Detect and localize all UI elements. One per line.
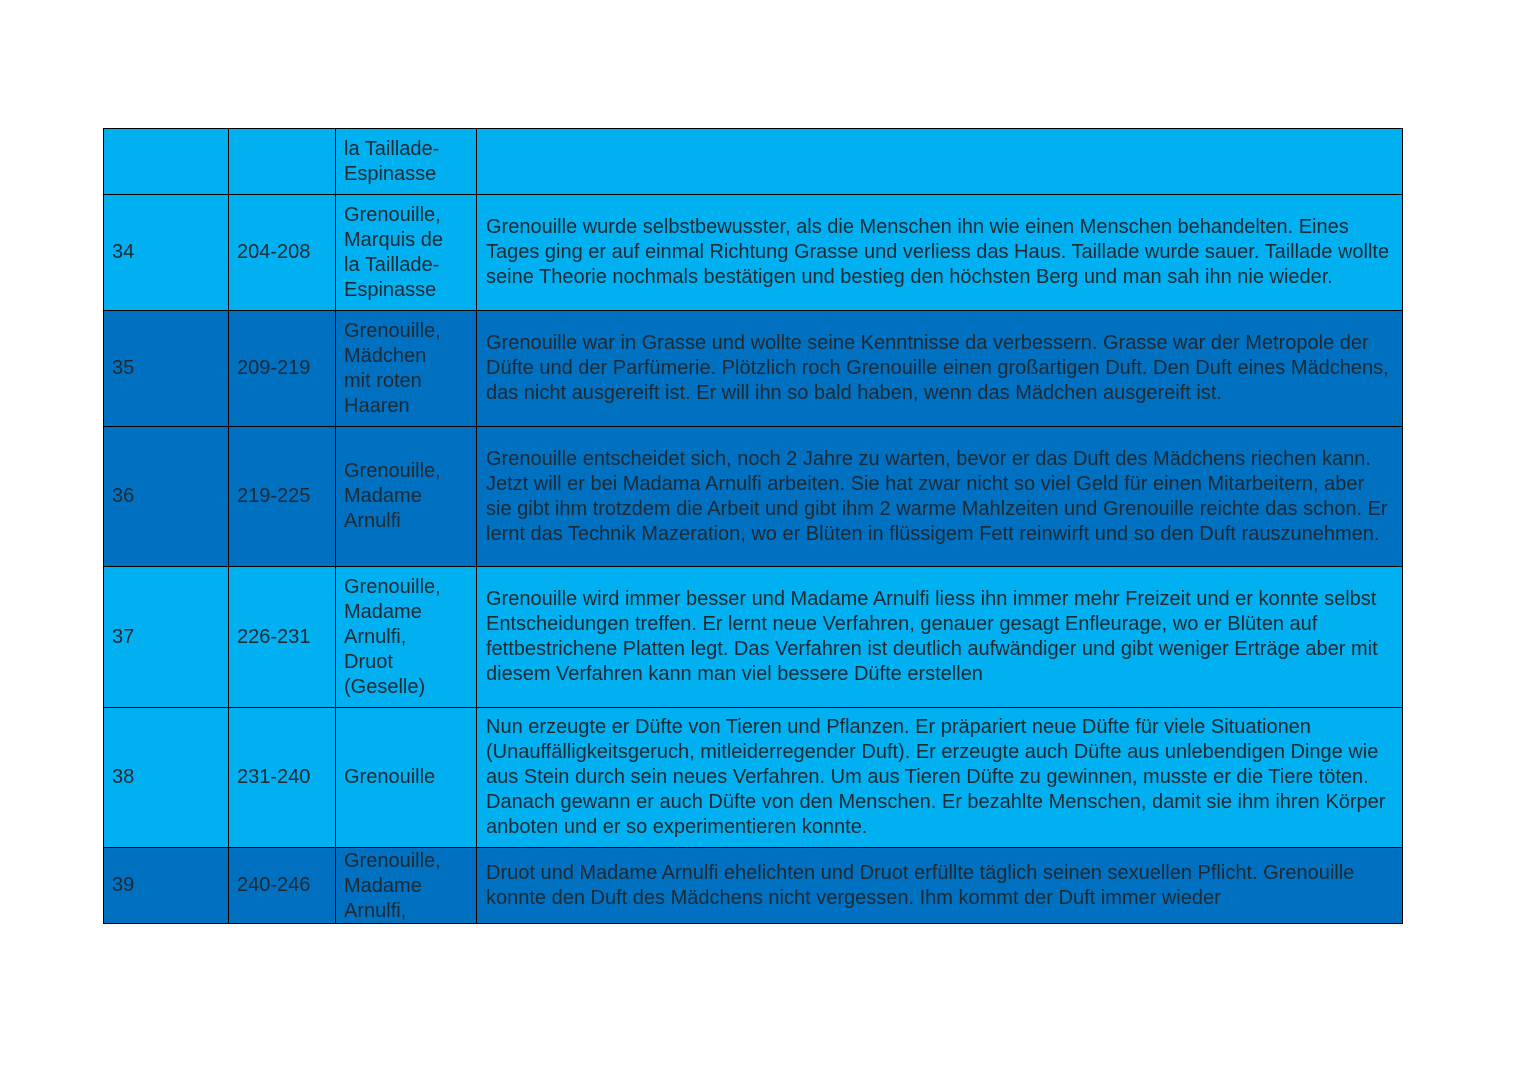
character-line: mit roten [344, 369, 422, 392]
character-line: Mädchen [344, 344, 427, 367]
chapter-cell: 34 [104, 195, 229, 311]
table-row [104, 311, 1403, 427]
character-line: Haaren [344, 394, 410, 417]
summary-cell [477, 129, 1403, 195]
character-line: (Geselle) [344, 675, 426, 698]
character-line: Arnulfi [344, 510, 401, 532]
character-line: Madame [344, 874, 422, 897]
character-line: Espinasse [344, 278, 437, 301]
table-row [104, 195, 1403, 311]
table-row [104, 567, 1403, 708]
character-line: Grenouille, [344, 849, 441, 872]
pages-cell: 226-231 [229, 567, 336, 708]
summary-cell: Grenouille wurde selbstbewusster, als die Menschen ihn wie einen Menschen behandelten. Eines Tages ging er auf einmal Richtung Grasse und verliess das Haus. Taillade wurde sauer. Taillade wollte seine Theorie nochmals bestätigen und bestieg den höchsten Berg und man sah ihn nie wieder. [477, 195, 1403, 311]
character-line: Espinasse [344, 162, 437, 185]
character-line: Grenouille, [344, 203, 441, 226]
characters-cell [336, 427, 477, 567]
character-line: Grenouille, [344, 319, 441, 342]
character-line: Marquis de [344, 228, 443, 251]
character-line: Grenouille, [344, 575, 441, 598]
character-line: la Taillade- [344, 253, 440, 276]
chapter-cell: 35 [104, 311, 229, 427]
characters-cell [336, 708, 477, 848]
summary-cell: Grenouille war in Grasse und wollte seine Kenntnisse da verbessern. Grasse war der Metropole der Düfte und der Parfümerie. Plötzlich roch Grenouille einen großartigen Duft. Den Duft eines Mädchens, das nicht ausgereift ist. Er will ihn so bald haben, wenn das Mädchen ausgereift ist. [477, 311, 1403, 427]
chapter-cell: 37 [104, 567, 229, 708]
characters-cell [336, 567, 477, 708]
pages-cell [229, 129, 336, 195]
pages-cell: 240-246 [229, 848, 336, 924]
pages-cell: 231-240 [229, 708, 336, 848]
characters-cell [336, 848, 477, 924]
summary-cell: Nun erzeugte er Düfte von Tieren und Pflanzen. Er präpariert neue Düfte für viele Situationen (Unauffälligkeitsgeruch, mitleiderregender Duft). Er erzeugte auch Düfte aus unlebendigen Dinge wie aus Stein durch sein neues Verfahren. Um aus Tieren Düfte zu gewinnen, musste er die Tiere töten. Danach gewann er auch Düfte von den Menschen. Er bezahlte Menschen, damit sie ihm ihren Körper anboten und er so experimentieren konnte. [477, 708, 1403, 848]
character-line: la Taillade- [344, 137, 440, 160]
characters-cell [336, 311, 477, 427]
characters-cell [336, 195, 477, 311]
chapter-cell [104, 129, 229, 195]
chapter-cell: 39 [104, 848, 229, 924]
table-row [104, 129, 1403, 195]
character-line: Grenouille, [344, 460, 441, 482]
character-line: Madame [344, 485, 422, 507]
summary-cell: Grenouille wird immer besser und Madame Arnulfi liess ihn immer mehr Freizeit und er konnte selbst Entscheidungen treffen. Er lernt neue Verfahren, genauer gesagt Enfleurage, wo er Blüten auf fettbestrichene Platten legt. Das Verfahren ist deutlich aufwändiger und gibt weniger Erträge aber mit diesem Verfahren kann man viel bessere Düfte erstellen [477, 567, 1403, 708]
character-line: Grenouille [344, 766, 436, 788]
pages-cell: 209-219 [229, 311, 336, 427]
characters-cell [336, 129, 477, 195]
chapter-cell: 36 [104, 427, 229, 567]
table-row [104, 427, 1403, 567]
character-line: Arnulfi, [344, 899, 407, 922]
character-line: Druot [344, 650, 393, 673]
chapter-summary-table [103, 128, 1403, 924]
pages-cell: 204-208 [229, 195, 336, 311]
table-row [104, 708, 1403, 848]
pages-cell: 219-225 [229, 427, 336, 567]
character-line: Arnulfi, [344, 625, 407, 648]
chapter-cell: 38 [104, 708, 229, 848]
character-line: Madame [344, 600, 422, 623]
summary-cell: Grenouille entscheidet sich, noch 2 Jahre zu warten, bevor er das Duft des Mädchens riechen kann. Jetzt will er bei Madama Arnulfi arbeiten. Sie hat zwar nicht so viel Geld für einen Mitarbeitern, aber sie gibt ihm trotzdem die Arbeit und gibt ihm 2 warme Mahlzeiten und Grenouille reichte das schon. Er lernt das Technik Mazeration, wo er Blüten in flüssigem Fett reinwirft und so den Duft rauszunehmen. [477, 427, 1403, 567]
summary-cell: Druot und Madame Arnulfi ehelichten und Druot erfüllte täglich seinen sexuellen Pflicht. Grenouille konnte den Duft des Mädchens nicht vergessen. Ihm kommt der Duft immer wieder [477, 848, 1403, 924]
table-row [104, 848, 1403, 924]
